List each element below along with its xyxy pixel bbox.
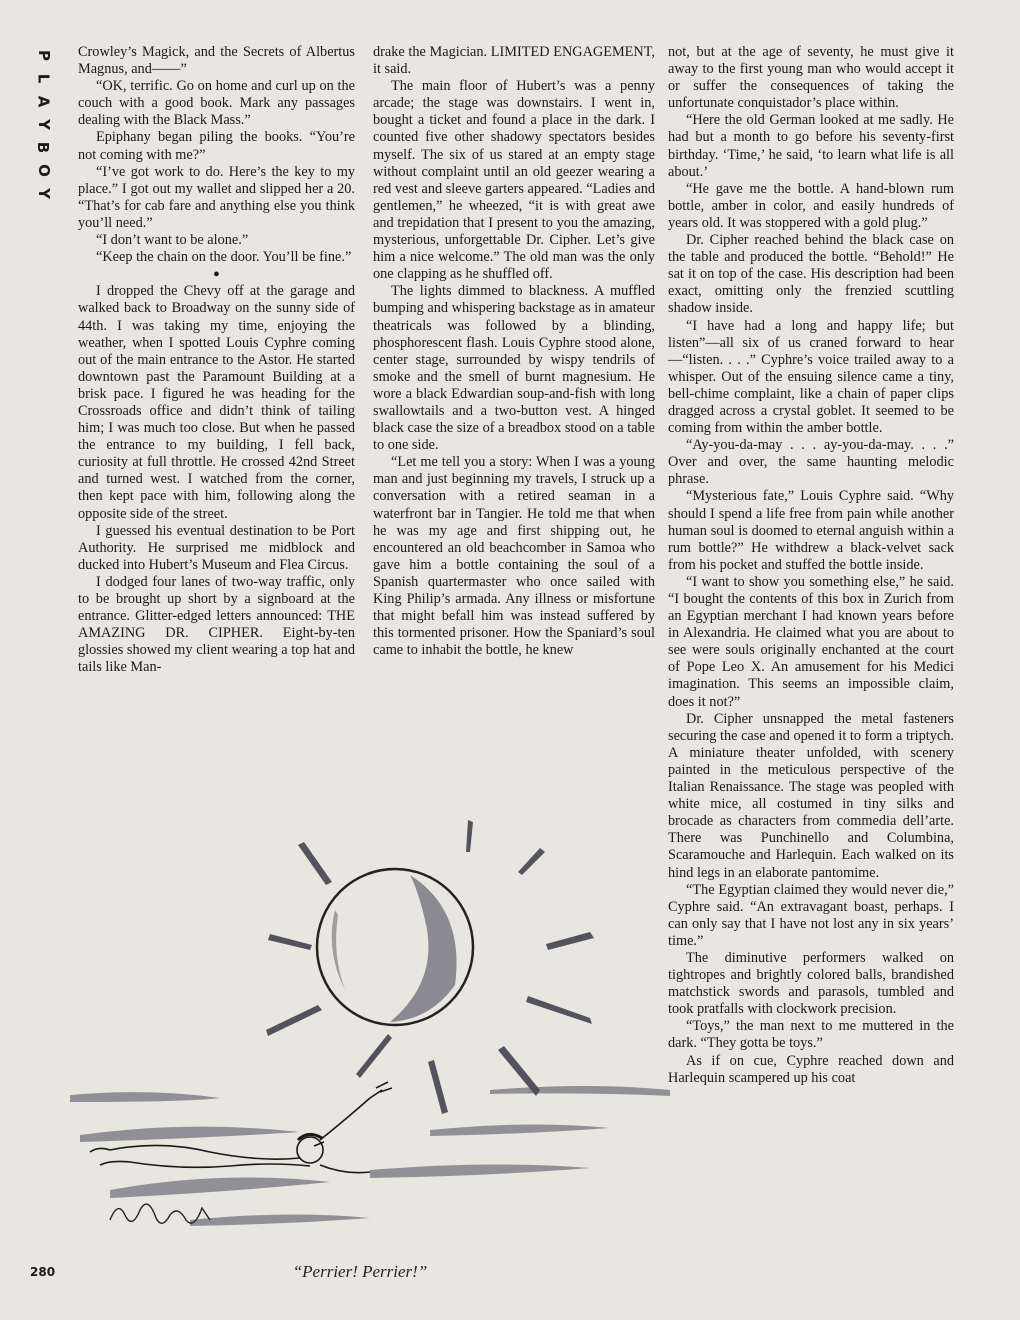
masthead-letter: Y — [34, 119, 53, 130]
paragraph: As if on cue, Cyphre reached down and Harlequin scampered up his coat — [668, 1052, 954, 1086]
paragraph: I guessed his eventual destination to be Port Authority. He surprised me midblock and ducked into Hubert’s Museum and Flea Circus. — [78, 522, 355, 573]
paragraph: “OK, terrific. Go on home and curl up on the couch with a good book. Mark any passages dealing with the Black Mass.” — [78, 78, 355, 129]
text-column-2 — [373, 44, 655, 659]
page-number: 280 — [30, 1265, 56, 1279]
paragraph: “I have had a long and happy life; but listen”—all six of us craned forward to hear—“listen. . . .” Cyphre’s voice trailed away to a whisper. Out of the ensuing silence came a tiny, bell-chime complaint, like a chain of paper clips dragged across a crystal goblet. It seemed to be coming from within the amber bottle. — [668, 317, 954, 437]
paragraph: “He gave me the bottle. A hand-blown rum bottle, amber in color, and easily hundreds of years old. It was stoppered with a gold plug.” — [668, 180, 954, 231]
text-column-1 — [78, 44, 355, 676]
paragraph: “Keep the chain on the door. You’ll be fine.” — [96, 249, 352, 266]
paragraph: drake the Magician. LIMITED ENGAGEMENT, it said. — [373, 44, 655, 78]
sun-desert-illustration — [70, 790, 670, 1260]
masthead-letter: L — [34, 73, 53, 84]
masthead-playboy — [30, 44, 56, 205]
sun-ray — [428, 1060, 448, 1114]
paragraph: Dr. Cipher reached behind the black case on the table and produced the bottle. “Behold!” He sat it on top of the case. His description had been exact, omitting only the frenzied scuttling shadow inside. — [668, 232, 954, 317]
paragraph: “Mysterious fate,” Louis Cyphre said. “Why should I spend a life free from pain while another human soul is doomed to eternal anguish within a rum bottle?” He withdrew a black-velvet sack from his pocket and stuffed the bottle inside. — [668, 488, 954, 573]
paragraph: “The Egyptian claimed they would never die,” Cyphre said. “An extravagant boast, perhaps. I can only say that I have not lost any in six years’ time.” — [668, 881, 954, 949]
sun-ray — [526, 996, 592, 1024]
masthead-letter: B — [34, 141, 53, 154]
illustration-caption: “Perrier! Perrier!” — [292, 1262, 428, 1281]
paragraph: Epiphany began piling the books. “You’re not coming with me?” — [78, 129, 355, 163]
sun-shading-2 — [332, 910, 345, 990]
paragraph: “Here the old German looked at me sadly. He had but a month to go before his seventy-first birthday. ‘Time,’ he said, ‘to learn what life is all about.’ — [668, 112, 954, 180]
sand-dunes — [70, 1086, 670, 1226]
paragraph: not, but at the age of seventy, he must give it away to the first young man who would accept it or suffer the consequences of taking the unfortunate conquistador’s place within. — [668, 44, 954, 112]
sun-ray — [518, 848, 545, 875]
paragraph: “Ay-you-da-may . . . ay-you-da-may. . . .” Over and over, the same haunting melodic phrase. — [668, 437, 954, 488]
paragraph: “Toys,” the man next to me muttered in the dark. “They gotta be toys.” — [668, 1018, 954, 1052]
sun-ray — [298, 842, 332, 885]
masthead-letter: A — [34, 95, 53, 108]
paragraph: “I want to show you something else,” he said. “I bought the contents of this box in Zurich from an Egyptian merchant I had known years before in Alexandria. He claimed what you are about to see were souls originally enchanted at the court of Pope Leo X. An amusement for his Medici imagination. This seems an impossible claim, does it not?” — [668, 573, 954, 710]
sun-ray — [266, 1005, 322, 1036]
paragraph: “Let me tell you a story: When I was a young man and just beginning my travels, I struck up a conversation with a retired seaman in a waterfront bar in Tangier. He told me that when he was my age and first shipping out, he encountered an old beachcomber in Samoa who gave him a bottle containing the soul of a Spanish quartermaster who once sailed with King Philip’s armada. Any illness or misfortune that might befall him was instead suffered by this tormented prisoner. How the Spaniard’s soul came to inhabit the bottle, he knew — [373, 454, 655, 659]
sun-shading — [390, 875, 457, 1022]
paragraph: The lights dimmed to blackness. A muffled bumping and whispering backstage as in amateur theatricals was followed by a blinding, phosphorescent flash. Louis Cyphre stood alone, center stage, surrounded by wispy tendrils of smoke and the smell of burnt magnesium. He wore a black Edwardian soup-and-fish with long swallowtails and a two-button vest. A hinged black case the size of a breadbox stood on a table to one side. — [373, 283, 655, 454]
paragraph: Crowley’s Magick, and the Secrets of Albertus Magnus, and——” — [78, 44, 355, 78]
paragraph: I dropped the Chevy off at the garage and walked back to Broadway on the sunny side of 44th. I was taking my time, enjoying the weather, when I spotted Louis Cyphre coming out of the main entrance to the Astor. He started downtown past the Paramount Building at a brisk pace. I figured he was heading for the Crossroads office and didn’t think of tailing him; I was much too close. But when he passed the entrance to my building, I fell back, curiosity at full throttle. He crossed 42nd Street and turned west. I watched from the corner, then kept pace with him, following along the opposite side of the street. — [78, 283, 355, 522]
paragraph: “I don’t want to be alone.” — [96, 232, 249, 249]
masthead-letter: P — [34, 50, 53, 61]
sun-ray — [268, 934, 312, 950]
paragraph: The main floor of Hubert’s was a penny arcade; the stage was downstairs. I went in, bought a ticket and found a place in the dark. I counted five other shadowy spectators besides myself. The six of us stared at an empty stage without complaint until an old geezer wearing a red vest and sleeve garters appeared. “Ladies and gentlemen,” he wheezed, “it is with great awe and trepidation that I present to you the amazing, mysterious, unforgettable Dr. Cipher. Let’s give him a nice welcome.” The old man was the only one clapping as he shuffled off. — [373, 78, 655, 283]
paragraph: I dodged four lanes of two-way traffic, only to be brought up short by a signboard at the entrance. Glitter-edged letters announced: THE AMAZING DR. CIPHER. Eight-by-ten glossies showed my client wearing a top hat and tails like Man- — [78, 573, 355, 676]
paragraph: Dr. Cipher unsnapped the metal fasteners securing the case and opened it to form a triptych. A miniature theater unfolded, with scenery painted in the meticulous perspective of the Italian Renaissance. The stage was peopled with white mice, all costumed in tiny silks and brocade as characters from commedia dell’arte. There was Punchinello and Columbina, Scaramouche and Harlequin. Each walked on its hind legs in an elaborate pantomime. — [668, 710, 954, 881]
paragraph: The diminutive performers walked on tightropes and brightly colored balls, brandished matchstick swords and parasols, tumbled and took pratfalls with clockwork precision. — [668, 949, 954, 1018]
masthead-letter: Y — [34, 188, 53, 199]
sun-ray — [466, 820, 473, 852]
artist-signature — [110, 1204, 210, 1223]
paragraph: “I’ve got work to do. Here’s the key to my place.” I got out my wallet and slipped her a 20. “That’s for cab fare and anything else you think you’ll need.” — [78, 163, 355, 231]
sun-ray — [546, 932, 594, 950]
masthead-letter: O — [34, 164, 53, 177]
sun-ray — [356, 1034, 392, 1078]
section-break: ● — [213, 268, 220, 281]
text-column-3 — [668, 44, 954, 1087]
